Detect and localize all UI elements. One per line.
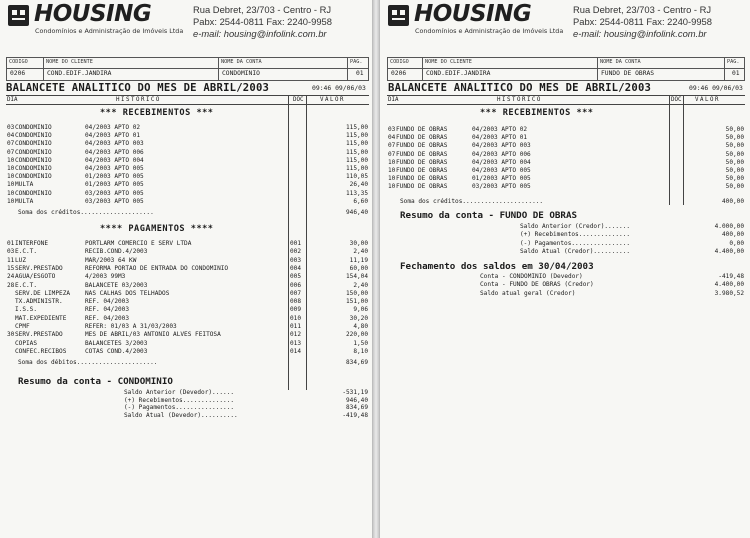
entry-account: CONDOMINIO <box>15 132 52 140</box>
statement-page-condominio <box>0 0 373 538</box>
entry-description: MES DE ABRIL/03 ANTONIO ALVES FEITOSA <box>85 331 221 339</box>
entry-day: 15 <box>7 264 15 272</box>
statement-page-fundo-de-obras <box>379 0 750 538</box>
entry-description: BALANCETES 3/2003 <box>85 339 148 347</box>
entry-day: 10 <box>7 165 15 172</box>
entry-value: 50,00 <box>725 142 744 150</box>
entry-day: 07 <box>388 150 396 158</box>
ledger-row <box>7 340 368 348</box>
entry-doc: 005 <box>290 273 302 281</box>
company-address-block <box>573 4 712 40</box>
ledger-row <box>7 257 368 265</box>
brand-tagline: Condomínios e Administração de Imóveis Ltda <box>415 27 564 35</box>
entry-value: 151,00 <box>345 298 368 306</box>
account-name: FUNDO DE OBRAS <box>601 70 655 77</box>
entry-description: REFORMA PORTAO DE ENTRADA DO CONDOMINIO <box>85 264 229 272</box>
entry-value: 150,00 <box>345 289 368 297</box>
entry-account: CONFEC.RECIBOS <box>15 347 67 355</box>
entry-value: 9,06 <box>353 306 368 314</box>
entry-doc: 003 <box>290 256 302 264</box>
ledger-row <box>7 165 368 173</box>
entry-account: FUNDO DE OBRAS <box>396 134 448 142</box>
ledger-row <box>7 149 368 157</box>
print-timestamp: 09:46 09/06/03 <box>312 84 366 92</box>
entry-description: 4/2003 99M3 <box>85 273 126 281</box>
ledger-row <box>7 306 368 314</box>
page-number: 01 <box>732 70 740 77</box>
payments-heading: **** PAGAMENTOS **** <box>100 224 214 234</box>
account-summary-heading: Resumo da conta - CONDOMINIO <box>18 376 173 387</box>
dia-column: DIA <box>7 97 18 103</box>
account-name: CONDOMINIO <box>222 70 260 77</box>
ledger-row <box>388 151 744 159</box>
brand-name: HOUSING <box>414 1 532 27</box>
entry-account: FUNDO DE OBRAS <box>396 175 448 183</box>
entry-value: 60,00 <box>349 264 368 272</box>
summary-value: -419,48 <box>342 412 368 420</box>
credits-total-label: Soma dos créditos.................... <box>18 209 154 216</box>
entry-value: 50,00 <box>725 175 744 183</box>
summary-label: Conta - FUNDO DE OBRAS (Credor) <box>480 281 594 289</box>
summary-label: Saldo atual geral (Credor) <box>480 289 576 297</box>
entry-doc: 004 <box>290 264 302 272</box>
summary-row <box>480 281 744 289</box>
entry-account: CPMF <box>15 323 30 330</box>
summary-label: Saldo Anterior (Credor)....... <box>520 223 631 230</box>
ledger-row <box>7 290 368 298</box>
entry-value: 1,50 <box>353 339 368 347</box>
entry-account: TX.ADMINISTR. <box>15 298 63 306</box>
entry-description: 04/2003 APTO 004 <box>85 156 144 164</box>
entry-value: 110,05 <box>345 173 368 181</box>
entry-doc: 002 <box>290 248 302 256</box>
entry-description: 03/2003 APTO 005 <box>472 183 531 191</box>
entry-value: 220,00 <box>345 331 368 339</box>
entry-account: LUZ <box>15 256 27 264</box>
entry-value: 115,00 <box>345 124 368 131</box>
entry-day: 10 <box>7 156 15 164</box>
summary-label: Saldo Anterior (Devedor)...... <box>124 389 235 396</box>
summary-value: 400,00 <box>721 231 744 239</box>
summary-label: (-) Pagamentos................ <box>520 239 631 247</box>
entry-day: 30 <box>7 331 15 339</box>
entry-doc: 008 <box>290 298 302 306</box>
summary-value: 4.400,00 <box>714 247 744 255</box>
entry-day: 11 <box>7 256 15 264</box>
entry-account: SERV.PRESTADO <box>15 264 63 272</box>
entry-doc: 006 <box>290 281 302 289</box>
summary-row <box>124 412 368 420</box>
entry-day: 03 <box>7 248 15 256</box>
ledger-row <box>7 315 368 323</box>
summary-label: (+) Recebimentos.............. <box>124 396 235 404</box>
entry-day: 10 <box>7 197 15 205</box>
entry-day: 28 <box>7 281 15 289</box>
entry-value: 50,00 <box>725 183 744 191</box>
entry-day: 10 <box>388 175 396 183</box>
entry-account: SERV.PRESTADO <box>15 331 63 339</box>
entry-description: NAS CALHAS DOS TELHADOS <box>85 289 170 297</box>
entry-account: CONDOMINIO <box>15 124 52 131</box>
brand-tagline: Condomínios e Administração de Imóveis Ltda <box>35 27 184 35</box>
entry-account: CONDOMINIO <box>15 156 52 164</box>
ledger-row <box>388 134 744 142</box>
summary-row <box>520 240 744 248</box>
entry-doc: 013 <box>290 339 302 347</box>
company-phones: Pabx: 2544-0811 Fax: 2240-9958 <box>193 16 332 27</box>
dia-column: DIA <box>388 97 399 103</box>
column-header <box>387 95 745 105</box>
ledger-row <box>7 273 368 281</box>
entry-description: BALANCETE 03/2003 <box>85 281 148 289</box>
entry-value: 11,19 <box>349 256 368 264</box>
client-info-strip <box>387 57 745 81</box>
summary-value: 3.980,52 <box>714 289 744 297</box>
credits-total-row <box>400 198 744 206</box>
entry-account: E.C.T. <box>15 248 38 256</box>
entry-account: CONDOMINIO <box>15 148 52 156</box>
entry-day: 07 <box>7 148 15 156</box>
summary-value: 4.000,00 <box>714 223 744 230</box>
receipts-heading: *** RECEBIMENTOS *** <box>100 108 214 118</box>
entry-value: 50,00 <box>725 126 744 133</box>
summary-value: -531,19 <box>342 389 368 396</box>
entry-description: REF. 04/2003 <box>85 298 130 306</box>
entry-description: MAR/2003 64 KW <box>85 256 137 264</box>
entry-description: 04/2003 APTO 02 <box>472 126 528 133</box>
summary-value: 4.400,00 <box>714 281 744 289</box>
ledger-row <box>7 173 368 181</box>
ledger-row <box>7 124 368 132</box>
ledger-row <box>388 183 744 191</box>
entry-description: 04/2003 APTO 01 <box>85 132 141 140</box>
entry-value: 6,60 <box>353 197 368 205</box>
ledger-row <box>388 167 744 175</box>
entry-account: MULTA <box>15 181 34 189</box>
entry-value: 113,35 <box>345 189 368 197</box>
debits-total-label: Soma dos débitos...................... <box>18 359 158 366</box>
summary-label: (+) Recebimentos.............. <box>520 231 631 239</box>
codigo-label: CODIGO <box>390 59 409 65</box>
historico-column: HISTORICO <box>497 97 542 103</box>
entry-account: CONDOMINIO <box>15 140 52 148</box>
entry-doc: 009 <box>290 306 302 314</box>
house-icon <box>8 5 29 26</box>
summary-row <box>520 231 744 239</box>
valor-column: VALOR <box>320 97 345 103</box>
entry-value: 115,00 <box>345 165 368 172</box>
credits-total-value: 946,40 <box>345 209 368 216</box>
entry-description: PORTLARM COMERCIO E SERV LTDA <box>85 240 192 247</box>
entry-account: INTERFONE <box>15 240 49 247</box>
entry-account: COPIAS <box>15 339 38 347</box>
entry-description: 04/2003 APTO 006 <box>472 150 531 158</box>
ledger-row <box>7 298 368 306</box>
entry-account: SERV.DE LIMPEZA <box>15 289 71 297</box>
entry-value: 115,00 <box>345 132 368 140</box>
entry-value: 26,40 <box>349 181 368 189</box>
report-title: BALANCETE ANALITICO DO MES DE ABRIL/2003 <box>388 82 652 94</box>
summary-label: Saldo Atual (Devedor).......... <box>124 412 238 420</box>
entry-account: FUNDO DE OBRAS <box>396 142 448 150</box>
entry-day: 07 <box>7 140 15 148</box>
house-icon <box>388 5 409 26</box>
ledger-row <box>7 157 368 165</box>
ledger-row <box>7 190 368 198</box>
company-email: e-mail: housing@infolink.com.br <box>193 28 327 39</box>
entry-account: E.C.T. <box>15 281 38 289</box>
debits-total-value: 834,69 <box>345 359 368 366</box>
cliente-label: NOME DO CLIENTE <box>425 59 472 65</box>
entry-description: 04/2003 APTO 02 <box>85 124 141 131</box>
credits-total-label: Soma dos créditos...................... <box>400 198 544 205</box>
ledger-row <box>388 126 744 134</box>
entry-value: 2,40 <box>353 281 368 289</box>
page-number: 01 <box>356 70 364 77</box>
closing-balances-heading: Fechamento dos saldos em 30/04/2003 <box>400 261 594 272</box>
entry-description: 01/2003 APTO 005 <box>85 181 144 189</box>
entry-day: 10 <box>7 189 15 197</box>
ledger-row <box>7 132 368 140</box>
entry-description: 04/2003 APTO 003 <box>85 140 144 148</box>
ledger-row <box>7 198 368 206</box>
client-code: 0206 <box>10 70 26 77</box>
summary-row <box>520 223 744 231</box>
print-timestamp: 09:46 09/06/03 <box>689 84 743 92</box>
entry-description: 03/2003 APTO 005 <box>85 189 144 197</box>
ledger-row <box>388 142 744 150</box>
entry-account: AGUA/ESGOTO <box>15 273 56 281</box>
summary-label: Saldo Atual (Credor).......... <box>520 247 631 255</box>
entry-account: FUNDO DE OBRAS <box>396 126 448 133</box>
entry-value: 115,00 <box>345 156 368 164</box>
historico-column: HISTORICO <box>116 97 161 103</box>
cliente-label: NOME DO CLIENTE <box>46 59 93 65</box>
client-info-strip <box>6 57 369 81</box>
entry-day: 10 <box>7 181 15 189</box>
client-name: COND.EDIF.JANDIRA <box>426 70 491 77</box>
ledger-row <box>7 265 368 273</box>
entry-account: MULTA <box>15 197 34 205</box>
entry-day: 10 <box>388 183 396 191</box>
entry-description: COTAS COND.4/2003 <box>85 347 148 355</box>
conta-label: NOME DA CONTA <box>600 59 641 65</box>
entry-value: 30,00 <box>349 240 368 247</box>
credits-total-value: 400,00 <box>721 198 744 205</box>
entry-description: 04/2003 APTO 005 <box>472 167 531 174</box>
pag-label: PAG. <box>350 59 363 65</box>
entry-day: 10 <box>388 158 396 166</box>
entry-doc: 007 <box>290 289 302 297</box>
entry-description: 04/2003 APTO 003 <box>472 142 531 150</box>
ledger-row <box>7 348 368 356</box>
ledger-row <box>388 175 744 183</box>
summary-value: 946,40 <box>345 396 368 404</box>
summary-value: 834,69 <box>345 404 368 412</box>
ledger-row <box>7 240 368 248</box>
ledger-row <box>7 181 368 189</box>
entry-description: REFER: 01/03 A 31/03/2003 <box>85 323 177 330</box>
entry-value: 115,00 <box>345 148 368 156</box>
entry-doc: 014 <box>290 347 302 355</box>
entry-description: REF. 04/2003 <box>85 314 130 322</box>
entry-value: 8,10 <box>353 347 368 355</box>
report-title: BALANCETE ANALITICO DO MES DE ABRIL/2003 <box>6 82 270 94</box>
ledger-row <box>388 159 744 167</box>
pag-label: PAG. <box>727 59 740 65</box>
company-address-block <box>193 4 332 40</box>
entry-day: 03 <box>7 124 15 131</box>
doc-column: DOC <box>671 97 682 103</box>
entry-account: FUNDO DE OBRAS <box>396 150 448 158</box>
entry-value: 50,00 <box>725 134 744 142</box>
entry-account: MAT.EXPEDIENTE <box>15 314 67 322</box>
account-summary-heading: Resumo da conta - FUNDO DE OBRAS <box>400 210 578 221</box>
entry-day: 04 <box>388 134 396 142</box>
entry-value: 30,20 <box>349 314 368 322</box>
debits-total-row <box>18 359 368 367</box>
summary-value: 0,00 <box>729 239 744 247</box>
entry-value: 50,00 <box>725 167 744 174</box>
ledger-row <box>7 331 368 339</box>
entry-doc: 001 <box>290 240 302 247</box>
summary-row <box>480 290 744 298</box>
conta-label: NOME DA CONTA <box>221 59 262 65</box>
entry-day: 24 <box>7 273 15 281</box>
client-code: 0206 <box>391 70 407 77</box>
entry-account: FUNDO DE OBRAS <box>396 158 448 166</box>
housing-logo <box>8 3 183 37</box>
ledger-row <box>7 282 368 290</box>
entry-doc: 012 <box>290 331 302 339</box>
valor-column: VALOR <box>695 97 720 103</box>
codigo-label: CODIGO <box>9 59 28 65</box>
entry-account: CONDOMINIO <box>15 165 52 172</box>
housing-logo <box>388 3 563 37</box>
entry-day: 01 <box>7 240 15 247</box>
entry-description: REF. 04/2003 <box>85 306 130 314</box>
entry-account: CONDOMINIO <box>15 189 52 197</box>
entry-value: 2,40 <box>353 248 368 256</box>
entry-day: 10 <box>7 173 15 181</box>
entry-description: RECIB.COND.4/2003 <box>85 248 148 256</box>
company-address: Rua Debret, 23/703 - Centro - RJ <box>193 4 332 15</box>
entry-doc: 011 <box>290 323 302 330</box>
company-address: Rua Debret, 23/703 - Centro - RJ <box>573 4 712 15</box>
summary-value: -419,48 <box>718 273 744 280</box>
ledger-row <box>7 140 368 148</box>
entry-description: 04/2003 APTO 006 <box>85 148 144 156</box>
entry-account: FUNDO DE OBRAS <box>396 167 448 174</box>
entry-value: 50,00 <box>725 150 744 158</box>
entry-account: I.S.S. <box>15 306 38 314</box>
summary-label: Conta - CONDOMINIO (Devedor) <box>480 273 583 280</box>
entry-value: 50,00 <box>725 158 744 166</box>
entry-description: 01/2003 APTO 005 <box>85 173 144 181</box>
entry-value: 115,00 <box>345 140 368 148</box>
entry-value: 154,04 <box>345 273 368 281</box>
entry-day: 03 <box>388 126 396 133</box>
credits-total-row <box>18 209 368 217</box>
summary-row <box>480 273 744 281</box>
entry-day: 07 <box>388 142 396 150</box>
entry-value: 4,80 <box>353 323 368 330</box>
entry-description: 04/2003 APTO 01 <box>472 134 528 142</box>
entry-description: 04/2003 APTO 005 <box>85 165 144 172</box>
entry-description: 03/2003 APTO 005 <box>85 197 144 205</box>
brand-name: HOUSING <box>34 1 152 27</box>
company-email: e-mail: housing@infolink.com.br <box>573 28 707 39</box>
column-header <box>6 95 369 105</box>
ledger-row <box>7 323 368 331</box>
entry-account: FUNDO DE OBRAS <box>396 183 448 191</box>
entry-doc: 010 <box>290 314 302 322</box>
entry-description: 04/2003 APTO 004 <box>472 158 531 166</box>
doc-column: DOC <box>293 97 304 103</box>
company-phones: Pabx: 2544-0811 Fax: 2240-9958 <box>573 16 712 27</box>
entry-account: CONDOMINIO <box>15 173 52 181</box>
entry-day: 04 <box>7 132 15 140</box>
client-name: COND.EDIF.JANDIRA <box>47 70 112 77</box>
summary-label: (-) Pagamentos................ <box>124 404 235 412</box>
entry-day: 10 <box>388 167 396 174</box>
ledger-row <box>7 248 368 256</box>
entry-description: 01/2003 APTO 005 <box>472 175 531 183</box>
summary-row <box>520 248 744 256</box>
receipts-heading: *** RECEBIMENTOS *** <box>480 108 594 118</box>
